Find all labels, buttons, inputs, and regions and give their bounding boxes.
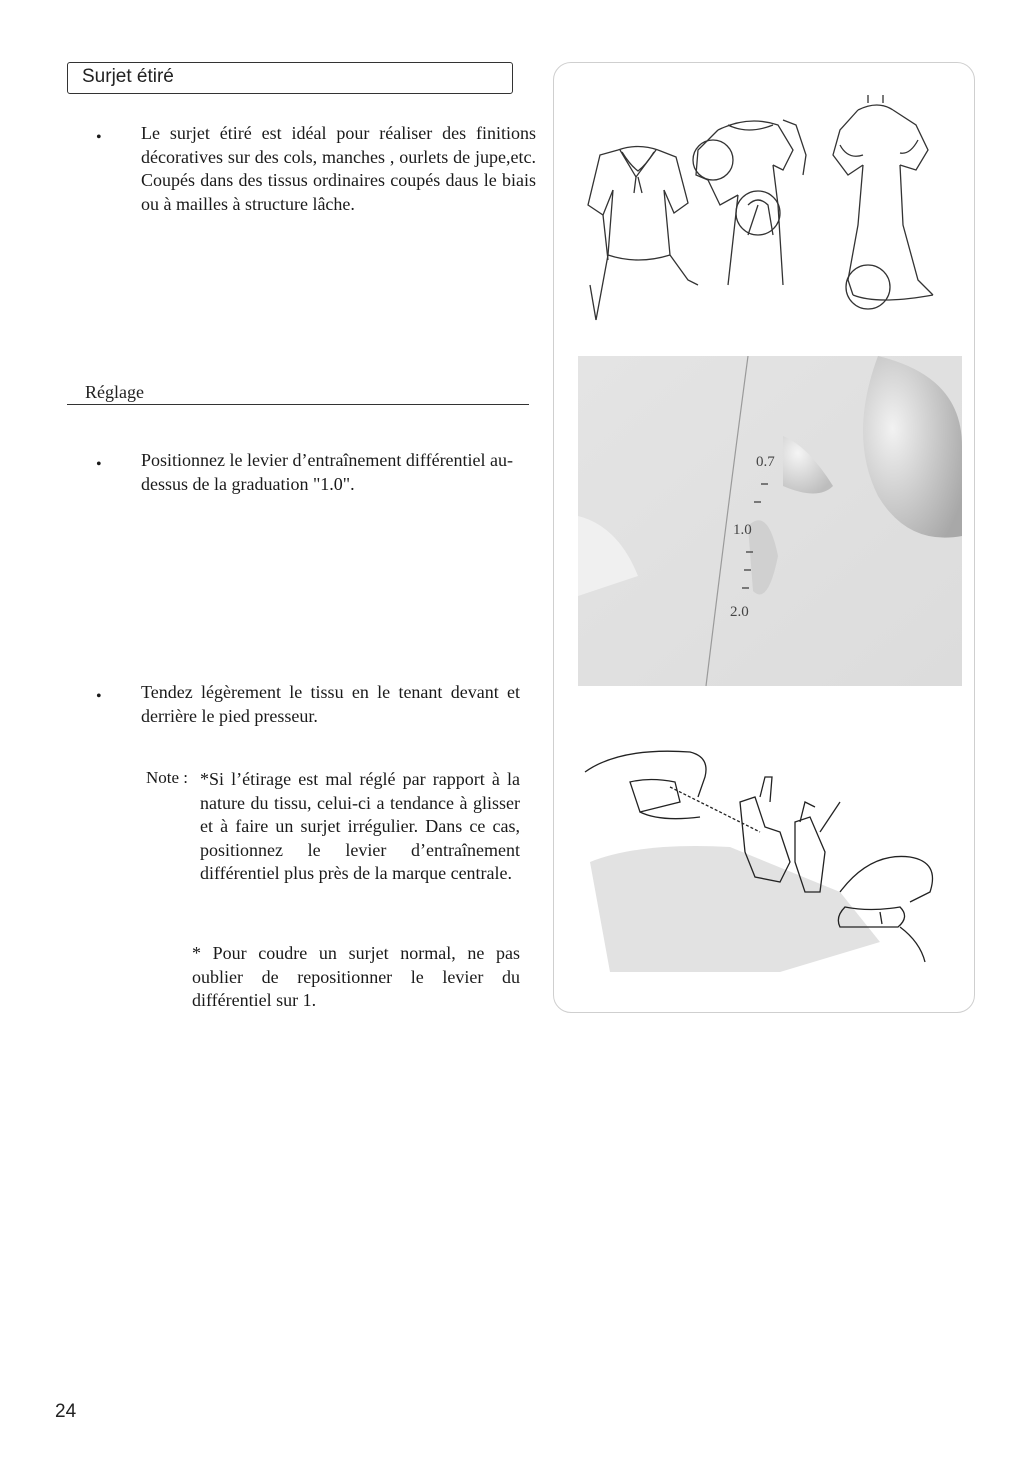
intro-bullet (96, 122, 536, 242)
section-title-box (67, 62, 513, 94)
step-2-text: Tendez légèrement le tissu en le tenant devant et derrière le pied presseur. (141, 682, 520, 726)
intro-text: Le surjet étiré est idéal pour réaliser des finitions décoratives sur des cols, manches , ourlets de jupe,etc. Coupés dans des tissus ordinaires coupés daus le biais ou à mailles à structure lâche. (141, 123, 536, 214)
note-label: Note : (146, 768, 189, 787)
bullet-icon: • (96, 456, 102, 473)
reglage-heading (67, 382, 529, 405)
dial-mark-20: 2.0 (730, 604, 749, 620)
section-title: Surjet étiré (82, 66, 174, 87)
dial-photo (578, 356, 962, 686)
bullet-icon: • (96, 129, 102, 146)
bullet-icon: • (96, 688, 102, 705)
page-number: 24 (55, 1401, 77, 1422)
dial-mark-07: 0.7 (756, 454, 775, 470)
presser-foot-illustration (580, 742, 960, 972)
reglage-title: Réglage (85, 382, 144, 402)
step-2-bullet (96, 681, 536, 731)
dial-mark-10: 1.0 (733, 522, 752, 538)
step-1-text: Positionnez le levier d’entraînement différentiel au-dessus de la graduation "1.0". (141, 450, 514, 494)
garment-illustration (578, 95, 958, 330)
step-1-bullet (96, 449, 536, 499)
note-text: *Si l’étirage est mal réglé par rapport à la nature du tissu, celui-ci a tendance à glisser et à faire un surjet irrégulier. Dans ce cas, positionnez le levier d’entraînement différentiel plus près de la marque centrale. (200, 769, 520, 883)
note-text-2: * Pour coudre un surjet normal, ne pas oublier de repositionner le levier du différentiel sur 1. (192, 943, 520, 1010)
